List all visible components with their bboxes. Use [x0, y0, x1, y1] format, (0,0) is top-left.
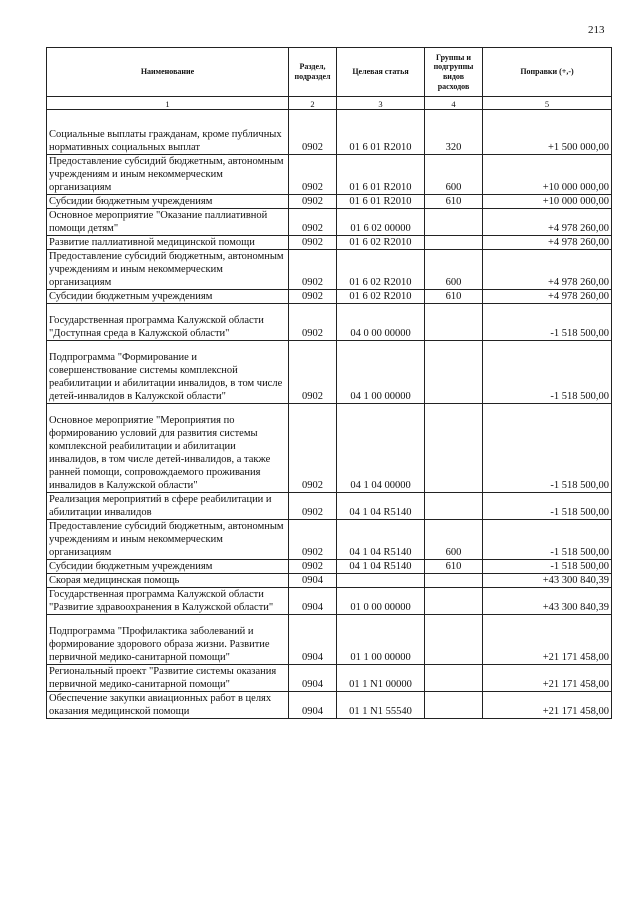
row-section: 0902	[289, 290, 337, 304]
row-amount: +21 171 458,00	[483, 665, 612, 692]
table-row	[47, 110, 612, 155]
row-expense-group	[425, 615, 483, 665]
page-number: 213	[588, 24, 605, 36]
row-expense-group: 600	[425, 155, 483, 195]
row-name: Основное мероприятие "Мероприятия по формированию условий для развития системы комплексной реабилитации и абилитации инвалидов, в том числе детей-инвалидов, а также ранней помощи, сопровождаемого проживания инвалидов в Калужской области"	[47, 404, 289, 493]
row-section: 0902	[289, 304, 337, 341]
row-expense-group: 600	[425, 250, 483, 290]
row-name: Развитие паллиативной медицинской помощи	[47, 236, 289, 250]
row-section: 0902	[289, 209, 337, 236]
row-target	[337, 574, 425, 588]
row-target: 04 1 04 00000	[337, 404, 425, 493]
row-expense-group: 610	[425, 560, 483, 574]
row-amount: -1 518 500,00	[483, 520, 612, 560]
row-section: 0904	[289, 615, 337, 665]
row-expense-group	[425, 493, 483, 520]
row-amount: +21 171 458,00	[483, 615, 612, 665]
row-expense-group: 600	[425, 520, 483, 560]
row-amount: +21 171 458,00	[483, 692, 612, 719]
row-section: 0904	[289, 692, 337, 719]
table-row	[47, 692, 612, 719]
column-number: 5	[483, 97, 612, 110]
row-target: 01 6 02 R2010	[337, 290, 425, 304]
row-name: Субсидии бюджетным учреждениям	[47, 560, 289, 574]
row-amount: -1 518 500,00	[483, 341, 612, 404]
table-row	[47, 665, 612, 692]
row-target: 04 1 00 00000	[337, 341, 425, 404]
table-row	[47, 155, 612, 195]
row-amount: +4 978 260,00	[483, 290, 612, 304]
table-row	[47, 560, 612, 574]
row-expense-group: 320	[425, 110, 483, 155]
table-row	[47, 615, 612, 665]
table-row	[47, 588, 612, 615]
table-row	[47, 493, 612, 520]
table-row	[47, 236, 612, 250]
row-expense-group	[425, 588, 483, 615]
row-expense-group	[425, 692, 483, 719]
row-name: Субсидии бюджетным учреждениям	[47, 195, 289, 209]
row-name: Региональный проект "Развитие системы оказания первичной медико-санитарной помощи"	[47, 665, 289, 692]
row-name: Основное мероприятие "Оказание паллиативной помощи детям"	[47, 209, 289, 236]
table-row	[47, 250, 612, 290]
header-expense-group: Группы и подгруппы видов расходов	[425, 48, 483, 97]
header-target: Целевая статья	[337, 48, 425, 97]
row-name: Скорая медицинская помощь	[47, 574, 289, 588]
column-number: 3	[337, 97, 425, 110]
column-number: 1	[47, 97, 289, 110]
header-section: Раздел, подраздел	[289, 48, 337, 97]
budget-amendments-table	[46, 47, 612, 719]
row-target: 01 1 N1 55540	[337, 692, 425, 719]
row-target: 01 6 01 R2010	[337, 155, 425, 195]
row-expense-group	[425, 209, 483, 236]
row-target: 04 1 04 R5140	[337, 560, 425, 574]
row-expense-group: 610	[425, 195, 483, 209]
row-name: Государственная программа Калужской области "Доступная среда в Калужской области"	[47, 304, 289, 341]
row-amount: +4 978 260,00	[483, 236, 612, 250]
row-target: 01 1 00 00000	[337, 615, 425, 665]
row-target: 01 1 N1 00000	[337, 665, 425, 692]
row-name: Реализация мероприятий в сфере реабилитации и абилитации инвалидов	[47, 493, 289, 520]
row-name: Предоставление субсидий бюджетным, автономным учреждениям и иным некоммерческим организациям	[47, 520, 289, 560]
row-expense-group	[425, 404, 483, 493]
row-amount: +4 978 260,00	[483, 250, 612, 290]
row-amount: +43 300 840,39	[483, 588, 612, 615]
column-number-row	[47, 97, 612, 110]
table-row	[47, 404, 612, 493]
row-amount: +4 978 260,00	[483, 209, 612, 236]
row-amount: -1 518 500,00	[483, 304, 612, 341]
table-row	[47, 341, 612, 404]
row-name: Предоставление субсидий бюджетным, автономным учреждениям и иным некоммерческим организациям	[47, 155, 289, 195]
row-name: Предоставление субсидий бюджетным, автономным учреждениям и иным некоммерческим организациям	[47, 250, 289, 290]
row-section: 0904	[289, 588, 337, 615]
row-name: Субсидии бюджетным учреждениям	[47, 290, 289, 304]
row-amount: -1 518 500,00	[483, 560, 612, 574]
row-section: 0902	[289, 155, 337, 195]
row-target: 04 1 04 R5140	[337, 493, 425, 520]
row-amount: -1 518 500,00	[483, 493, 612, 520]
row-name: Социальные выплаты гражданам, кроме публичных нормативных социальных выплат	[47, 110, 289, 155]
column-number: 4	[425, 97, 483, 110]
header-name: Наименование	[47, 48, 289, 97]
row-amount: +43 300 840,39	[483, 574, 612, 588]
row-amount: +10 000 000,00	[483, 195, 612, 209]
row-target: 01 0 00 00000	[337, 588, 425, 615]
row-target: 01 6 02 R2010	[337, 236, 425, 250]
row-expense-group	[425, 304, 483, 341]
table-row	[47, 520, 612, 560]
header-row	[47, 48, 612, 97]
row-amount: +1 500 000,00	[483, 110, 612, 155]
row-section: 0902	[289, 110, 337, 155]
column-number: 2	[289, 97, 337, 110]
row-amount: -1 518 500,00	[483, 404, 612, 493]
row-target: 01 6 01 R2010	[337, 195, 425, 209]
table-row	[47, 209, 612, 236]
table-row	[47, 290, 612, 304]
row-section: 0902	[289, 520, 337, 560]
table-row	[47, 574, 612, 588]
row-expense-group: 610	[425, 290, 483, 304]
row-section: 0902	[289, 341, 337, 404]
row-section: 0902	[289, 560, 337, 574]
row-amount: +10 000 000,00	[483, 155, 612, 195]
row-target: 04 0 00 00000	[337, 304, 425, 341]
row-target: 04 1 04 R5140	[337, 520, 425, 560]
row-name: Подпрограмма "Формирование и совершенствование системы комплексной реабилитации и абилитации инвалидов, в том числе детей-инвалидов в Калужской области"	[47, 341, 289, 404]
row-expense-group	[425, 574, 483, 588]
row-section: 0902	[289, 195, 337, 209]
row-expense-group	[425, 665, 483, 692]
row-expense-group	[425, 341, 483, 404]
row-section: 0904	[289, 665, 337, 692]
row-name: Обеспечение закупки авиационных работ в целях оказания медицинской помощи	[47, 692, 289, 719]
row-section: 0902	[289, 404, 337, 493]
row-target: 01 6 02 00000	[337, 209, 425, 236]
header-amendment: Поправки (+,-)	[483, 48, 612, 97]
row-section: 0904	[289, 574, 337, 588]
row-target: 01 6 02 R2010	[337, 250, 425, 290]
row-section: 0902	[289, 250, 337, 290]
table-row	[47, 304, 612, 341]
row-name: Подпрограмма "Профилактика заболеваний и формирование здорового образа жизни. Развитие первичной медико-санитарной помощи"	[47, 615, 289, 665]
row-name: Государственная программа Калужской области "Развитие здравоохранения в Калужской области"	[47, 588, 289, 615]
row-section: 0902	[289, 236, 337, 250]
row-target: 01 6 01 R2010	[337, 110, 425, 155]
table-row	[47, 195, 612, 209]
row-expense-group	[425, 236, 483, 250]
row-section: 0902	[289, 493, 337, 520]
